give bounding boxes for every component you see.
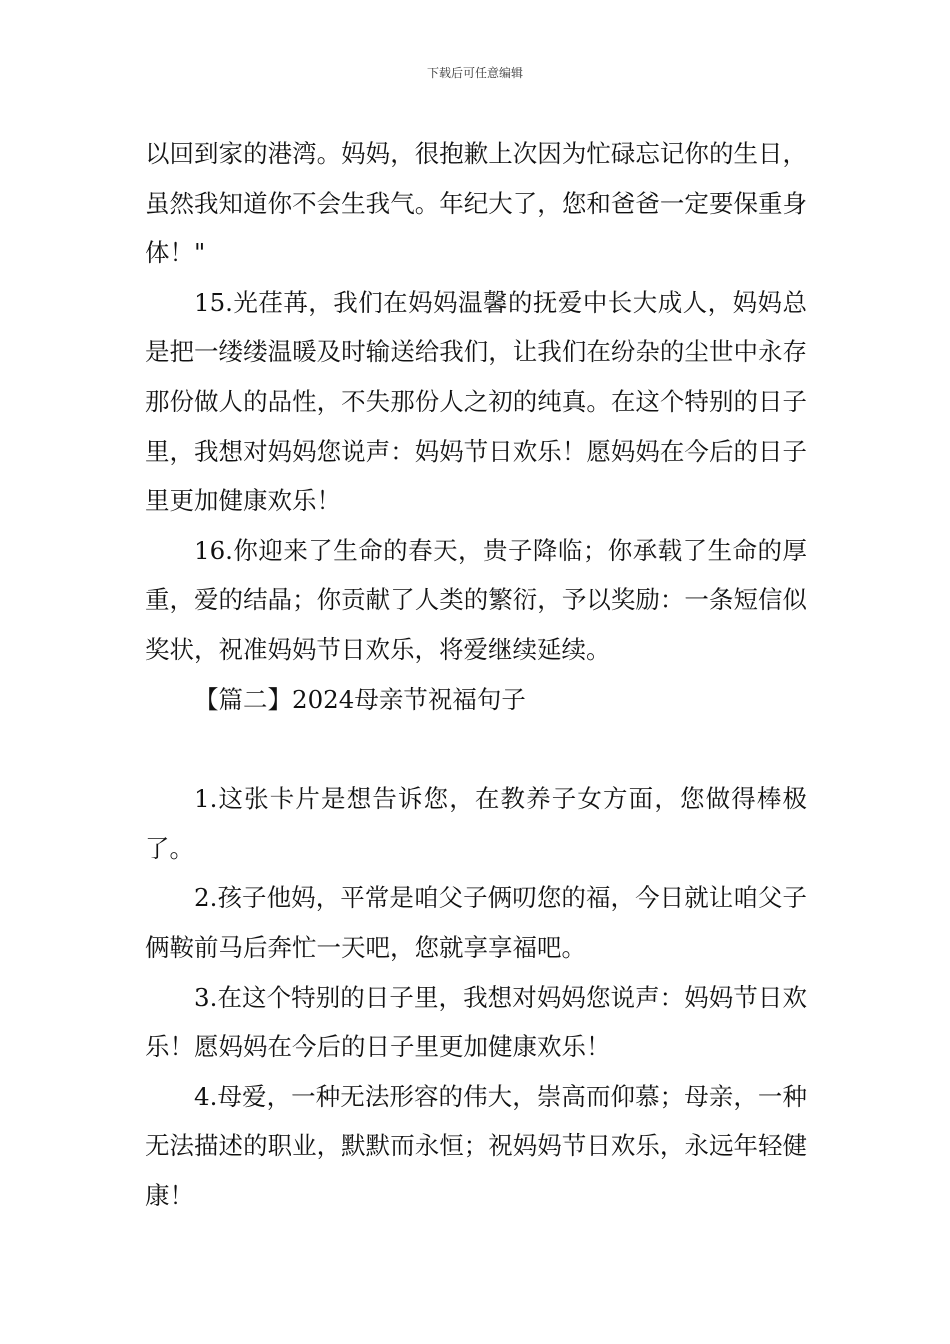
section-title: 【篇二】2024母亲节祝福句子	[194, 684, 526, 714]
paragraph-item-16: 16.你迎来了生命的春天，贵子降临；你承载了生命的厚重，爱的结晶；你贡献了人类的繁衍，予以奖励：一条短信似奖状，祝准妈妈节日欢乐，将爱继续延续。	[145, 535, 807, 664]
page-header: 下载后可任意编辑	[426, 66, 523, 80]
section-spacer	[145, 724, 807, 774]
paragraph-item-1: 1.这张卡片是想告诉您，在教养子女方面，您做得棒极了。	[145, 784, 807, 863]
paragraph-item-15: 15.光荏苒，我们在妈妈温馨的抚爱中长大成人，妈妈总是把一缕缕温暖及时输送给我们，让我们在纷杂的尘世中永存那份做人的品性，不失那份人之初的纯真。在这个特别的日子里，我想对妈妈您说声：妈妈节日欢乐！愿妈妈在今后的日子里更加健康欢乐！	[145, 287, 807, 516]
paragraph-item-3: 3.在这个特别的日子里，我想对妈妈您说声：妈妈节日欢乐！愿妈妈在今后的日子里更加健康欢乐！	[145, 982, 807, 1062]
paragraph-item-4: 4.母爱，一种无法形容的伟大，崇高而仰慕；母亲，一种无法描述的职业，默默而永恒；祝妈妈节日欢乐，永远年轻健康！	[145, 1081, 807, 1210]
document-body	[145, 129, 807, 1220]
paragraph-continuation: 以回到家的港湾。妈妈，很抱歉上次因为忙碌忘记你的生日，虽然我知道你不会生我气。年纪大了，您和爸爸一定要保重身体！"	[145, 139, 807, 268]
paragraph-item-2: 2.孩子他妈，平常是咱父子俩叨您的福，今日就让咱父子俩鞍前马后奔忙一天吧，您就享享福吧。	[145, 883, 807, 962]
